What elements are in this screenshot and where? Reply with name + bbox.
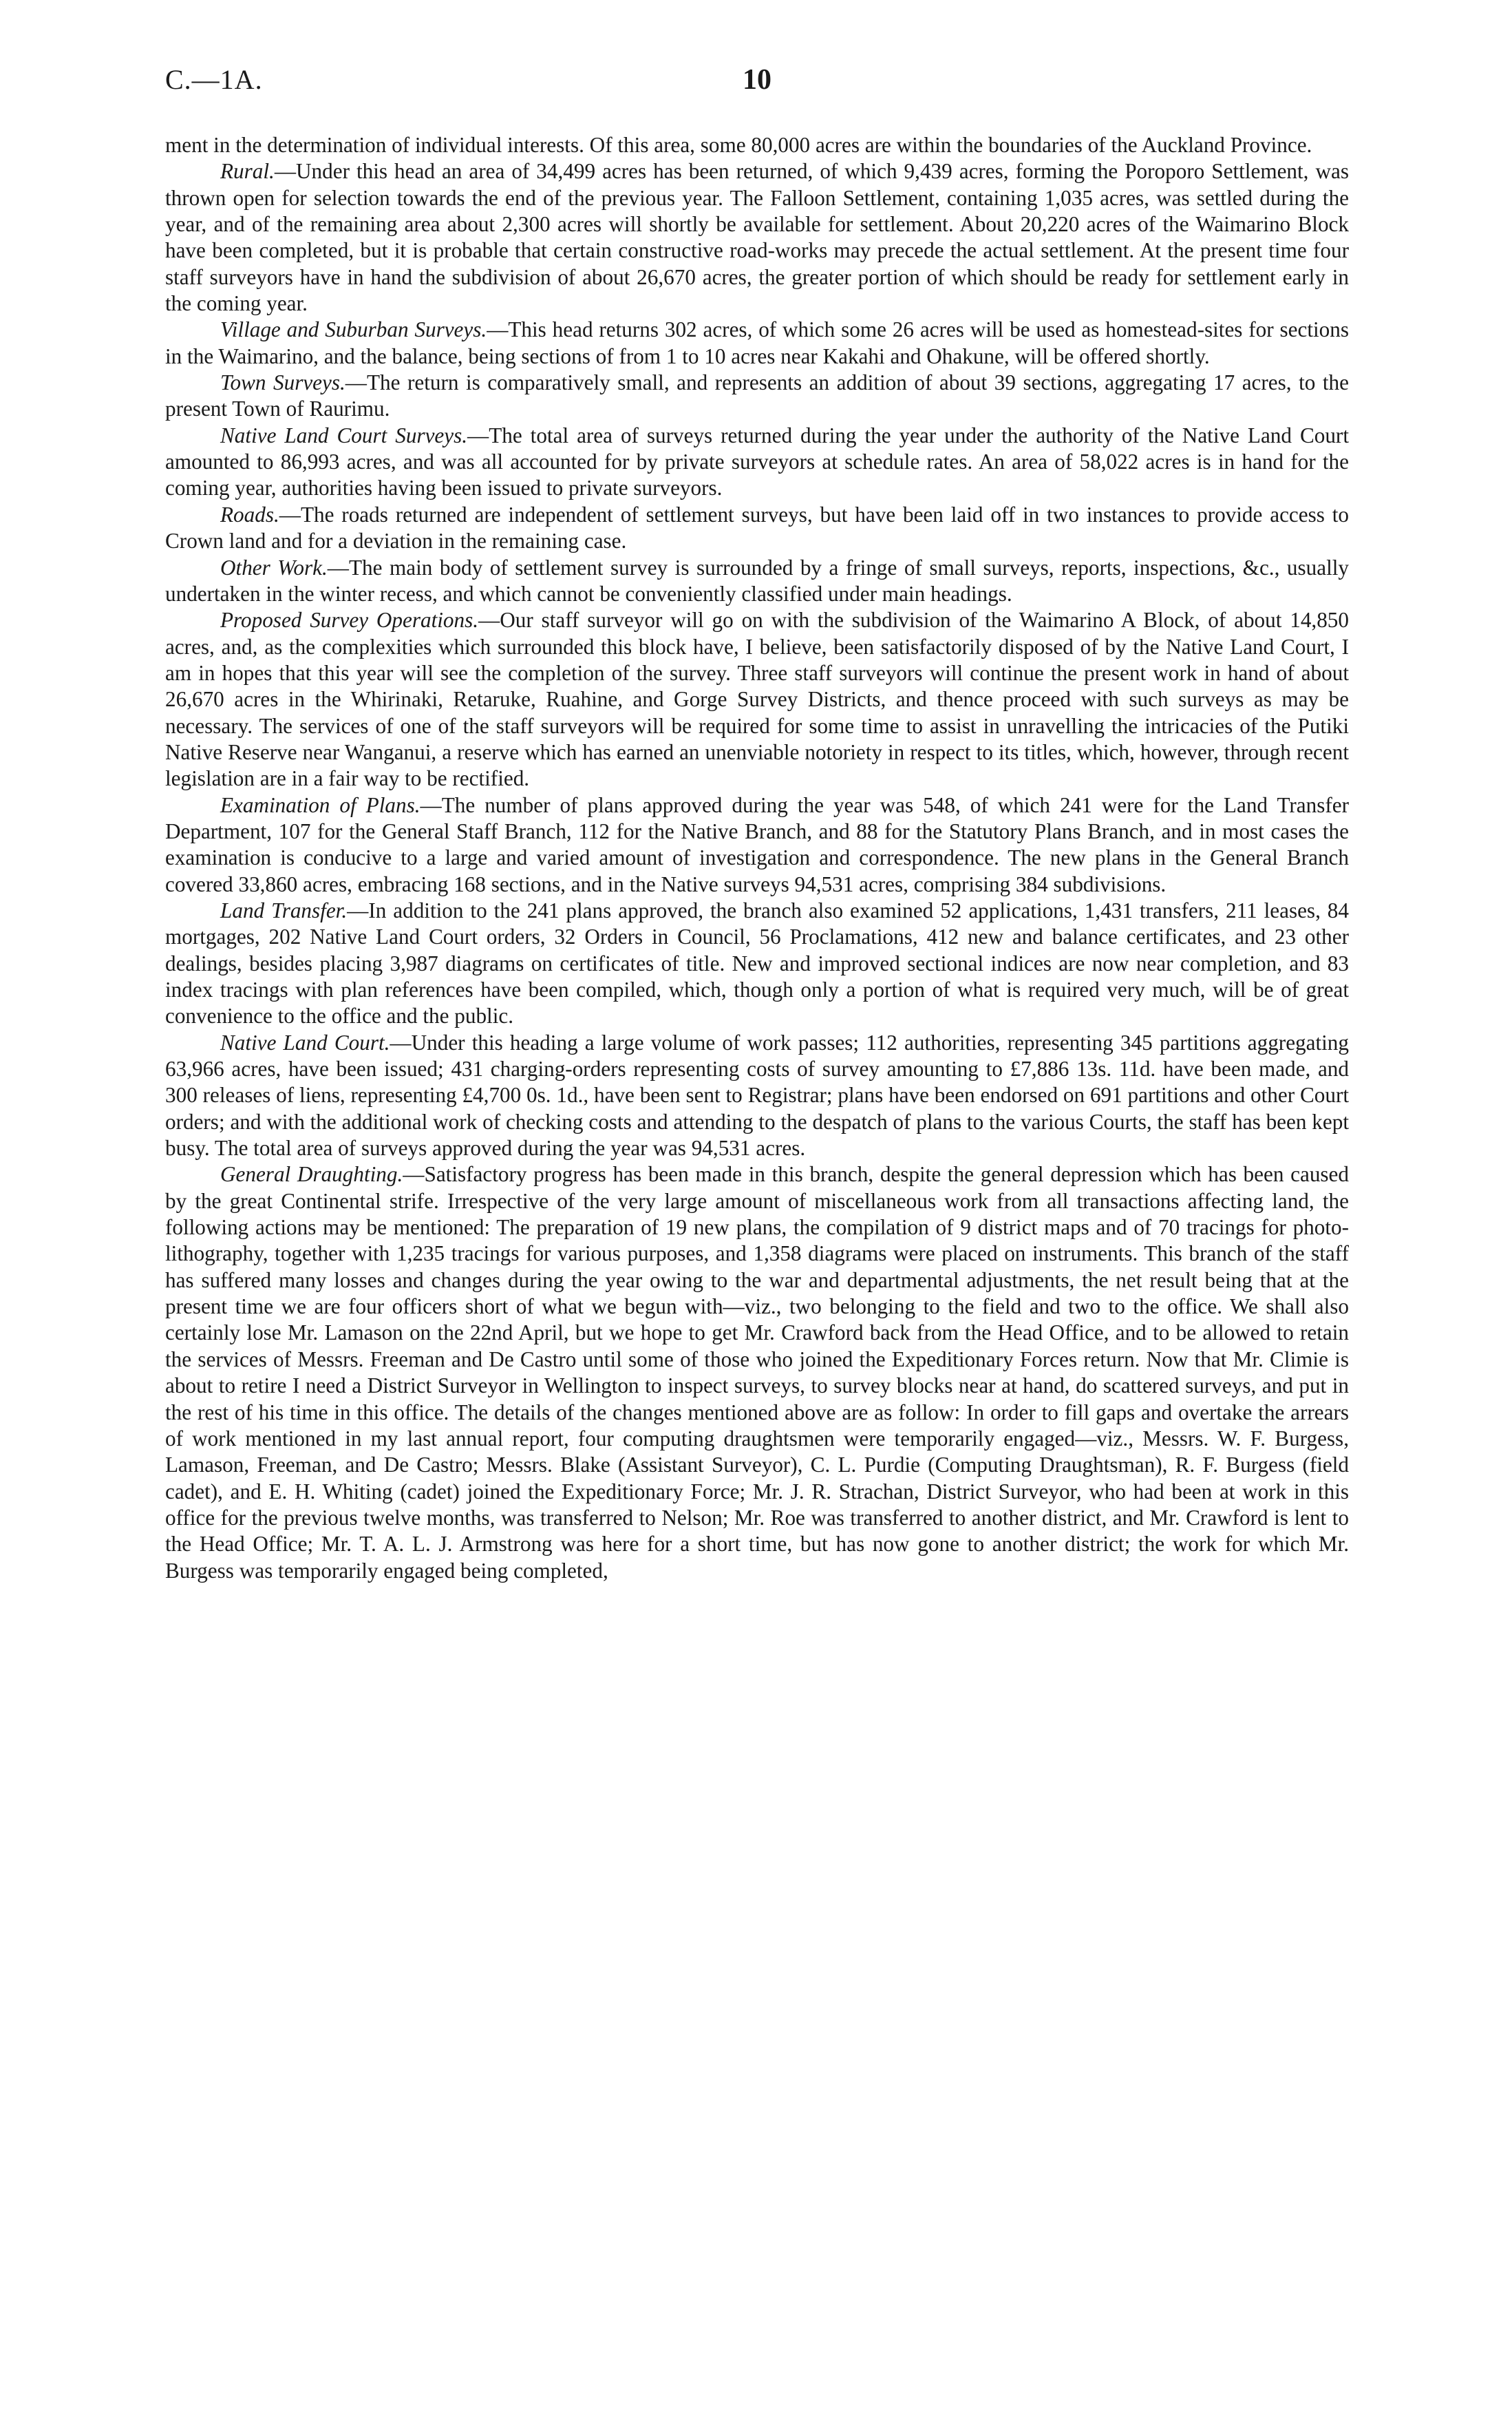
paragraph-proposed-survey-operations bbox=[165, 607, 1349, 792]
section-heading: Rural. bbox=[220, 159, 275, 184]
section-heading: Village and Suburban Surveys. bbox=[220, 317, 487, 342]
paragraph-roads bbox=[165, 502, 1349, 555]
page-header bbox=[165, 63, 1349, 105]
paragraph-town-surveys bbox=[165, 370, 1349, 423]
section-heading: Examination of Plans. bbox=[220, 792, 420, 817]
paragraph-text: —The return is comparatively small, and represents an addition of about 39 sections, aggregating 17 acres, to the present Town of Raurimu. bbox=[165, 370, 1349, 421]
paragraph-text: —The main body of settlement survey is surrounded by a fringe of small surveys, reports, inspections, &c., usually undertaken in the winter recess, and which cannot be conveniently classified under main headings. bbox=[165, 555, 1349, 606]
paragraph-text: —The number of plans approved during the year was 548, of which 241 were for the Land Transfer Department, 107 for the General Staff Branch, 112 for the Native Branch, and 88 for the Statutory Plans Branch, and in most cases the examination is conducive to a large and varied amount of investigation and correspondence. The new plans in the General Branch covered 33,860 acres, embracing 168 sections, and in the Native surveys 94,531 acres, comprising 384 subdivisions. bbox=[165, 792, 1349, 896]
paragraph-general-draughting bbox=[165, 1161, 1349, 1584]
paragraph-text: —The total area of surveys returned during the year under the authority of the Native Land Court amounted to 86,993 acres, and was all accounted for by private surveyors at schedule rates. An area of 58,022 acres is in hand for the coming year, authorities having been issued to private surveyors. bbox=[165, 423, 1349, 500]
section-heading: Other Work. bbox=[220, 555, 328, 580]
paragraph-text: ment in the determination of individual interests. Of this area, some 80,000 acres are within the boundaries of the Auckland Province. bbox=[165, 133, 1312, 157]
section-heading: Land Transfer. bbox=[220, 898, 348, 922]
paragraph-text: —The roads returned are independent of settlement surveys, but have been laid off in two instances to provide access to Crown land and for a deviation in the remaining case. bbox=[165, 502, 1349, 553]
paragraph-text: —Under this heading a large volume of work passes; 112 authorities, representing 345 partitions aggregating 63,966 acres, have been issued; 431 charging-orders representing costs of survey amounting to £7,886 13s. 11d. have been made, and 300 releases of liens, representing £4,700 0s. 1d., have been sent to Registrar; plans have been endorsed on 691 partitions and other Court orders; and with the additional work of checking costs and attending to the despatch of plans to the various Courts, the staff has been kept busy. The total area of surveys approved during the year was 94,531 acres. bbox=[165, 1030, 1349, 1161]
paragraph-text: —Satisfactory progress has been made in this branch, despite the general depression which has been caused by the great Continental strife. Irrespective of the very large amount of miscellaneous work from all transactions affecting land, the following actions may be mentioned: The preparation of 19 new plans, the compilation of 9 district maps and of 70 tracings for photo-lithography, together with 1,235 tracings for various purposes, and 1,358 diagrams were placed on instruments. This branch of the staff has suffered many losses and changes during the year owing to the war and departmental adjustments, the net result being that at the present time we are four officers short of what we begun with—viz., two belonging to the field and two to the office. We shall also certainly lose Mr. Lamason on the 22nd April, but we hope to get Mr. Crawford back from the Head Office, and to be allowed to retain the services of Messrs. Freeman and De Castro until some of those who joined the Expeditionary Forces return. Now that Mr. Climie is about to retire I need a District Surveyor in Wellington to inspect surveys, to survey blocks near at hand, do scattered surveys, and put in the rest of his time in this office. The details of the changes mentioned above are as follow: In order to fill gaps and overtake the arrears of work mentioned in my last annual report, four computing draughtsmen were temporarily engaged—viz., Messrs. W. F. Burgess, Lamason, Freeman, and De Castro; Messrs. Blake (Assistant Surveyor), C. L. Purdie (Computing Draughtsman), R. F. Burgess (field cadet), and E. H. Whiting (cadet) joined the Expeditionary Force; Mr. J. R. Strachan, District Surveyor, who had been at work in this office for the previous twelve months, was transferred to Nelson; Mr. Roe was transferred to another district, and Mr. Crawford is lent to the Head Office; Mr. T. A. L. J. Armstrong was here for a short time, but has now gone to another district; the work for which Mr. Burgess was temporarily engaged being completed, bbox=[165, 1162, 1349, 1583]
document-reference: C.—1A. bbox=[165, 64, 263, 95]
paragraph-village-suburban bbox=[165, 317, 1349, 370]
section-heading: Native Land Court. bbox=[220, 1030, 390, 1055]
page-number: 10 bbox=[743, 64, 771, 96]
paragraph-native-land-court-surveys bbox=[165, 423, 1349, 502]
paragraph-land-transfer bbox=[165, 898, 1349, 1030]
paragraph-native-land-court bbox=[165, 1030, 1349, 1162]
section-heading: Town Surveys. bbox=[220, 370, 345, 395]
paragraph-rural bbox=[165, 158, 1349, 317]
paragraph-continuation bbox=[165, 132, 1349, 158]
section-heading: Proposed Survey Operations. bbox=[220, 608, 479, 633]
section-heading: Roads. bbox=[220, 502, 279, 527]
section-heading: General Draughting. bbox=[220, 1162, 403, 1187]
paragraph-text: —Our staff surveyor will go on with the subdivision of the Waimarino A Block, of about 14,850 acres, and, as the complexities which surrounded this block have, I believe, been satisfactorily disposed of by the Native Land Court, I am in hopes that this year will see the completion of the survey. Three staff surveyors will continue the present work in hand of about 26,670 acres in the Whirinaki, Retaruke, Ruahine, and Gorge Survey Districts, and thence proceed with such surveys as may be necessary. The services of one of the staff surveyors will be required for some time to assist in unravelling the intricacies of the Putiki Native Reserve near Wanganui, a reserve which has earned an unenviable notoriety in respect to its titles, which, however, through recent legislation are in a fair way to be rectified. bbox=[165, 608, 1349, 791]
paragraph-examination-of-plans bbox=[165, 792, 1349, 898]
paragraph-text: —This head returns 302 acres, of which some 26 acres will be used as homestead-sites for sections in the Waimarino, and the balance, being sections of from 1 to 10 acres near Kakahi and Ohakune, will be offered shortly. bbox=[165, 317, 1349, 368]
body-text bbox=[165, 132, 1349, 1584]
paragraph-text: —In addition to the 241 plans approved, the branch also examined 52 applications, 1,431 transfers, 211 leases, 84 mortgages, 202 Native Land Court orders, 32 Orders in Council, 56 Proclamations, 412 new and balance certificates, and 23 other dealings, besides placing 3,987 diagrams on certificates of title. New and improved sectional indices are now near completion, and 83 index tracings with plan references have been compiled, which, though only a portion of what is required very much, will be of great convenience to the office and the public. bbox=[165, 898, 1349, 1029]
section-heading: Native Land Court Surveys. bbox=[220, 423, 468, 447]
paragraph-other-work bbox=[165, 555, 1349, 608]
paragraph-text: —Under this head an area of 34,499 acres has been returned, of which 9,439 acres, forming the Poroporo Settlement, was thrown open for selection towards the end of the previous year. The Falloon Settlement, containing 1,035 acres, was settled during the year, and of the remaining area about 2,300 acres will shortly be available for settlement. About 20,220 acres of the Waimarino Block have been completed, but it is probable that certain constructive road-works may precede the actual settlement. At the present time four staff surveyors have in hand the subdivision of about 26,670 acres, the greater portion of which should be ready for settlement early in the coming year. bbox=[165, 159, 1349, 316]
